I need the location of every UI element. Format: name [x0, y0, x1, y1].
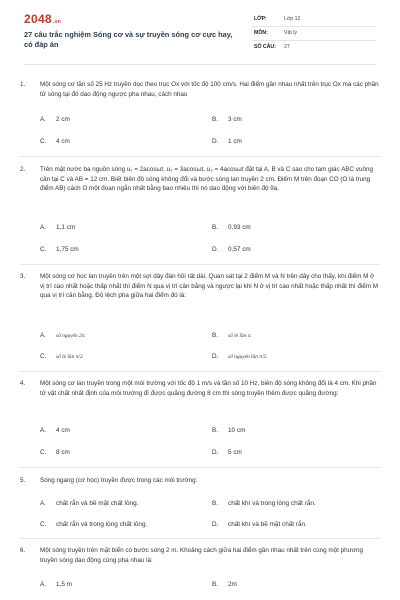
question-divider [20, 156, 380, 157]
option-d[interactable]: D. 0,57 cm [212, 246, 251, 253]
option-a[interactable]: A. 4 cm [40, 427, 70, 434]
option-a[interactable]: A. 1,5 m [40, 581, 72, 588]
option-b[interactable]: B. 10 cm [212, 427, 246, 434]
option-c[interactable]: C. chất rắn và trong lòng chất lỏng. [40, 521, 148, 528]
question-number: 6. [20, 547, 26, 554]
meta-row-subject [252, 28, 376, 41]
question-stem: Một sóng truyền trên mặt biển có bước sóng 2 m. Khoảng cách giữa hai điểm gần nhau nhất trên cùng một phương truyền sóng dao động cùng pha nhau là: [40, 547, 363, 564]
meta-row-class [252, 14, 376, 27]
meta-value: 27 [284, 44, 290, 50]
meta-key: LỚP: [254, 16, 267, 22]
meta-value: Vật lý [284, 30, 297, 36]
question-divider [20, 467, 380, 468]
option-b[interactable]: B. 2m [212, 581, 237, 588]
question-stem: Sóng ngang (cơ học) truyền được trong các môi trường: [40, 477, 198, 484]
question-number: 2. [20, 166, 26, 173]
meta-key: MÔN: [254, 30, 268, 36]
question-stem: Một sóng cơ lan truyền trong một môi trường với tốc độ 1 m/s và tần số 10 Hz, biên độ sóng không đổi là 4 cm. Khi phần tử vật chất nhất định của môi trường đi được quãng đường 8 cm thì sóng truyền thêm được quãng đường: [40, 380, 377, 397]
question-stem: Một sóng cơ học lan truyền trên một sợi dây đàn hồi rất dài. Quan sát tại 2 điểm M và N trên dây cho thấy, khi điểm M ở vị trí cao nhất hoặc thấp nhất thì điểm N qua vị trí cân bằng và ngược lại khi N ở vị trí cao nhất hoặc thấp nhất thì điểm M qua vị trí cân bằng. Độ lệch pha giữa hai điểm đó là: [40, 273, 378, 300]
option-a[interactable]: A. chất rắn và bề mặt chất lỏng. [40, 500, 139, 507]
option-c[interactable]: C. 1,75 cm [40, 246, 79, 253]
meta-key: SỐ CÂU: [254, 44, 276, 50]
option-b[interactable]: B. 0,93 cm [212, 224, 251, 231]
question-number: 3. [20, 273, 26, 280]
option-d[interactable]: D. 5 cm [212, 449, 242, 456]
option-b[interactable]: B. 3 cm [212, 116, 242, 123]
question-divider [20, 264, 380, 265]
option-d[interactable]: D. 1 cm [212, 138, 242, 145]
option-b[interactable]: B. chất khí và trong lòng chất rắn. [212, 500, 316, 507]
question-divider [20, 538, 380, 539]
page-title: 27 câu trắc nghiệm Sóng cơ và sự truyền sóng cơ cực hay, có đáp án [24, 30, 233, 49]
option-c[interactable]: C. 8 cm [40, 449, 70, 456]
option-a[interactable]: A. 1,1 cm [40, 224, 76, 231]
meta-value: Lớp 12 [284, 16, 301, 22]
option-b[interactable]: B. số lẻ lần π. [212, 332, 252, 339]
document-header [0, 0, 400, 62]
option-a[interactable]: A. số nguyên 2π. [40, 332, 86, 339]
question-stem: Một sóng cơ tần số 25 Hz truyền dọc theo trục Ox với tốc độ 100 cm/s. Hai điểm gần nhau nhất trên trục Ox mà các phần tử sóng tại đó dao động ngược pha nhau, cách nhau [40, 81, 379, 98]
question-divider [20, 371, 380, 372]
question-number: 5. [20, 477, 26, 484]
question-number: 1. [20, 81, 26, 88]
question-stem: Trên mặt nước ba nguồn sóng u₁ = 2acosωt, u₂ = 3acosωt, u₃ = 4acosωt đặt tại A, B và C sao cho tam giác ABC vuông cân tại C và AB = 12 cm. Biết biên độ sóng không đổi và bước sóng lan truyền 2 cm. Điểm M trên đoạn CO (O là trung điểm AB) cách O một đoạn ngắn nhất bằng bao nhiêu thì nó dao động với biên độ 9a. [40, 166, 373, 193]
option-d[interactable]: D. chất khí và bề mặt chất rắn. [212, 521, 307, 528]
site-logo[interactable]: 2048.vn [24, 12, 62, 26]
option-a[interactable]: A. 2 cm [40, 116, 70, 123]
option-c[interactable]: C. số lẻ lần π/2. [40, 353, 84, 360]
meta-row-count [252, 42, 376, 54]
option-d[interactable]: D. số nguyên lần π/2. [212, 353, 268, 360]
option-c[interactable]: C. 4 cm [40, 138, 70, 145]
question-number: 4. [20, 380, 26, 387]
header-divider [24, 64, 376, 65]
